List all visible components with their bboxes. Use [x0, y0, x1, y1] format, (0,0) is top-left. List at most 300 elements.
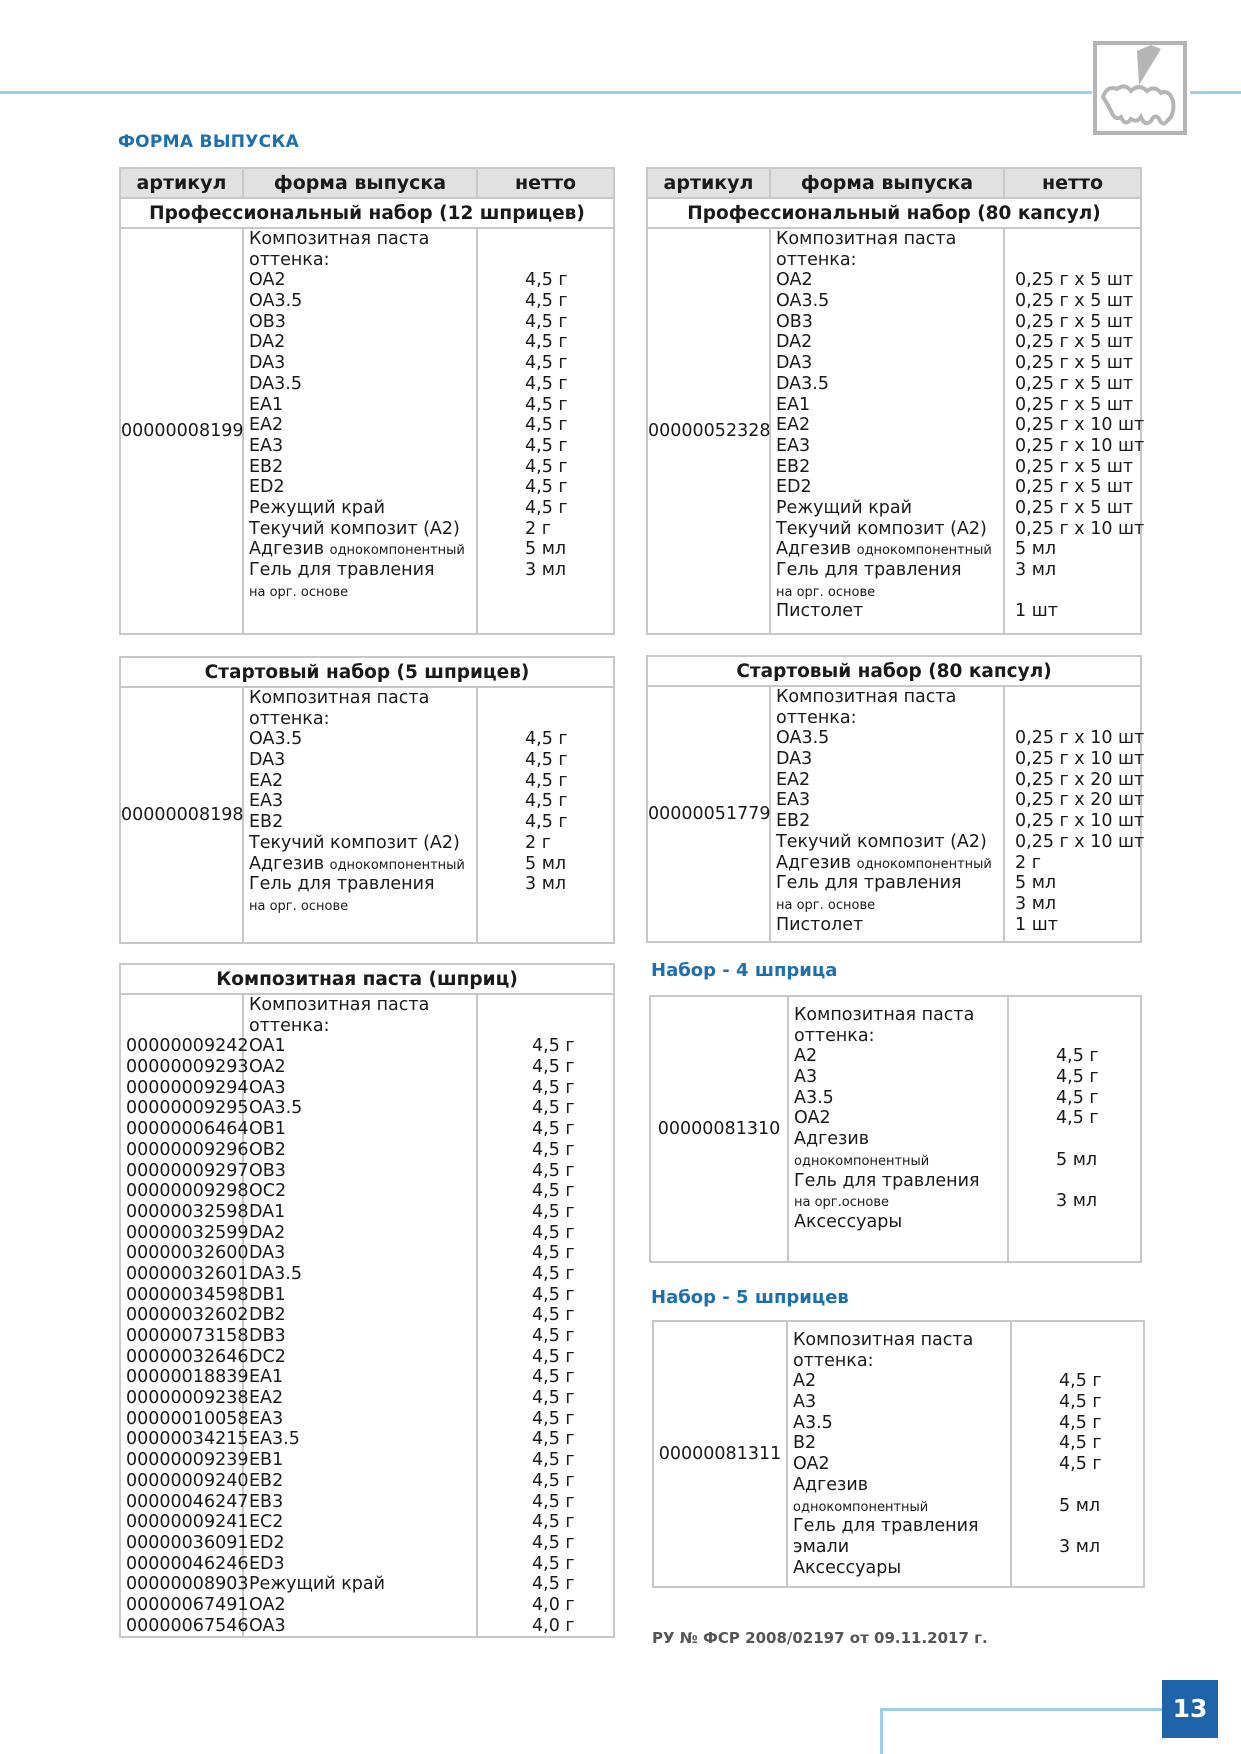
kit5-line-name [788, 1496, 1010, 1517]
pro80-line-net: 0,25 г х 5 шт [1015, 497, 1134, 518]
syringe-net: 4,5 г [532, 1077, 575, 1098]
start5-line-net [478, 895, 613, 916]
start5-line-name [244, 750, 476, 771]
col-net: нетто [477, 168, 614, 198]
syringe-net: 4,5 г [532, 1160, 575, 1181]
pro12-line-net: 4,5 г [525, 477, 568, 498]
pro12-line-net: 4,5 г [525, 456, 568, 477]
pro12-line-text: EA2 [249, 415, 284, 436]
syringe-net: 4,5 г [532, 1491, 575, 1512]
kit5-line-text: Адгезив [793, 1474, 869, 1495]
pro80-line-name [771, 601, 1003, 622]
kit4-line-text: A3 [794, 1067, 818, 1088]
kit4-line-net [1009, 1067, 1140, 1088]
start5-line-text: оттенка: [249, 708, 330, 729]
pro80-line-name [771, 229, 1003, 250]
pro12-line-net [478, 270, 613, 291]
kit5-line-net [1012, 1392, 1143, 1413]
pro80-line-name [771, 291, 1003, 312]
kit5-line-net [1012, 1516, 1143, 1537]
pro80-line-net [1005, 539, 1140, 560]
pro80-line-net: 0,25 г х 10 шт [1015, 435, 1145, 456]
pro12-line-net: 4,5 г [525, 373, 568, 394]
syringe-shade: DA2 [249, 1222, 286, 1243]
kit5-line-text: эмали [793, 1536, 850, 1557]
syringe-article: 00000032646 [126, 1346, 249, 1367]
pro80-line-net: 3 мл [1015, 560, 1057, 580]
start5-line-net [478, 874, 613, 895]
pro80-line-text: EA2 [776, 415, 811, 436]
syringe-net: 4,5 г [532, 1429, 575, 1450]
pro12-line-text: DA3 [249, 353, 286, 374]
start80-line-net [1005, 873, 1140, 894]
pro80-line-net [1005, 270, 1140, 291]
kit5-line-text: A2 [793, 1371, 817, 1392]
kit4-line-net [1009, 1005, 1140, 1026]
pro80-line-text: EA1 [776, 394, 811, 415]
pro80-line-net [1005, 415, 1145, 436]
spacer [121, 1016, 242, 1037]
syringe-shade: EB2 [249, 1470, 284, 1491]
kit5-line-net [1012, 1496, 1143, 1517]
pro12-line-text: OA3.5 [249, 291, 303, 312]
start80-line-net [1005, 853, 1140, 874]
start5-line-net [478, 854, 613, 875]
pro12-line-net [478, 498, 613, 519]
syringe-article: 00000009297 [126, 1160, 249, 1181]
start80-line-name [771, 790, 1003, 811]
pro12-line-net: 4,5 г [525, 497, 568, 518]
syringe-shade: Режущий край [249, 1574, 386, 1595]
syringe-net: 4,5 г [532, 1450, 575, 1471]
pro80-line-text: Гель для травления [776, 560, 962, 580]
kit4-line-name [789, 1129, 1007, 1150]
start80-line-name [771, 749, 1003, 770]
syringe-net: 4,5 г [532, 1553, 575, 1574]
kit5-line-net [1012, 1371, 1143, 1392]
syringe-net: 4,5 г [532, 1512, 575, 1533]
kit4-line-name [789, 1212, 1007, 1233]
pro12-line-text: EA1 [249, 394, 284, 415]
pro12-line-name [244, 436, 476, 457]
pro80-line-name [771, 312, 1003, 333]
syringe-shade: OB3 [249, 1160, 286, 1181]
pro80-line-net: 0,25 г х 10 шт [1015, 518, 1145, 539]
kit5-line-net [1012, 1558, 1143, 1579]
start5-line-name [244, 709, 476, 730]
pro12-line-net [478, 312, 613, 333]
pro12-line-net [478, 519, 613, 540]
pro80-line-text: DA3.5 [776, 373, 829, 394]
pro12-line-net: 5 мл [525, 539, 567, 560]
kit5-line-text: B2 [793, 1433, 817, 1454]
pro80-line-text: DA2 [776, 332, 813, 353]
kit4-line-text: Адгезив [794, 1129, 870, 1150]
syringe-net: 4,5 г [532, 1388, 575, 1409]
start80-line-net: 2 г [1015, 852, 1041, 873]
kit4-net-column [1008, 996, 1141, 1262]
start80-name-column [770, 686, 1004, 942]
pro12-line-net: 4,5 г [525, 270, 568, 291]
start80-table [646, 655, 1145, 943]
pro12-line-net: 4,5 г [525, 394, 568, 415]
pro80-line-net [1005, 291, 1140, 312]
pro80-line-name [771, 353, 1003, 374]
start5-line-net [478, 750, 613, 771]
kit4-line-net [1009, 1129, 1140, 1150]
start5-line-net [478, 709, 613, 730]
kit4-line-net [1009, 1171, 1140, 1192]
start80-line-net: 5 мл [1015, 873, 1057, 894]
pro80-line-name [771, 250, 1003, 271]
syringe-article: 00000009294 [126, 1077, 249, 1098]
syringe-shade: OA2 [249, 1057, 286, 1078]
pro12-article: 00000008199 [120, 228, 243, 634]
syringe-net: 4,5 г [532, 1305, 575, 1326]
pro12-line-text: Адгезив [249, 539, 325, 560]
pro80-line-text: OB3 [776, 311, 813, 332]
pro80-line-name [771, 477, 1003, 498]
syringe-article: 00000009295 [126, 1098, 249, 1119]
kit4-line-name [789, 1191, 1007, 1212]
start5-line-net: 4,5 г [525, 729, 568, 750]
pro80-line-net [1005, 229, 1140, 250]
start5-net-column [477, 687, 614, 943]
syringe-shade: OB2 [249, 1139, 286, 1160]
header-rule-right [1190, 91, 1241, 94]
start5-line-name [244, 874, 476, 895]
start80-article: 00000051779 [647, 686, 770, 942]
pro80-name-column [770, 228, 1004, 634]
kit4-line-name [789, 1046, 1007, 1067]
pro12-line-net [478, 374, 613, 395]
kit4-line-net [1009, 1212, 1140, 1233]
syringe-shade: EA3.5 [249, 1429, 300, 1450]
syringe-shade: ED2 [249, 1532, 285, 1553]
kit5-line-name [788, 1392, 1010, 1413]
kit4-name-column [788, 996, 1008, 1262]
syringe-nets [477, 994, 614, 1637]
pro80-article: 00000052328 [647, 228, 770, 634]
pro12-line-net: 4,5 г [525, 332, 568, 353]
start80-line-net [1005, 687, 1140, 708]
pro80-line-text: EB2 [776, 456, 811, 477]
pro80-net-column [1004, 228, 1145, 634]
syringe-net: 4,5 г [532, 1139, 575, 1160]
syringe-article: 00000009240 [126, 1470, 249, 1491]
pro80-line-text: Адгезив [776, 539, 852, 560]
pro80-line-net [1005, 498, 1140, 519]
pro12-line-name [244, 332, 476, 353]
kit5-line-name [788, 1558, 1010, 1579]
syringe-shade: EA3 [249, 1408, 284, 1429]
start80-line-text: Гель для травления [776, 873, 962, 894]
kit5-line-net [1012, 1537, 1143, 1558]
pro12-line-net [478, 395, 613, 416]
kit4-line-name [789, 1067, 1007, 1088]
syringe-net: 4,5 г [532, 1532, 575, 1553]
start80-line-name [771, 832, 1003, 853]
start80-line-net [1005, 708, 1140, 729]
pro80-line-text: ED2 [776, 477, 812, 498]
pro12-line-net [478, 560, 613, 581]
syringe-net: 4,0 г [532, 1594, 575, 1615]
start80-line-net: 0,25 г х 10 шт [1015, 811, 1145, 832]
pro12-net-column [477, 228, 614, 634]
start80-line-net [1005, 749, 1145, 770]
pro12-line-note: однокомпонентный [329, 543, 465, 559]
pro80-line-name [771, 498, 1003, 519]
page-number: 13 [1162, 1680, 1218, 1738]
spacer [121, 995, 242, 1016]
start80-line-name [771, 687, 1003, 708]
pro80-line-net [1005, 353, 1140, 374]
start5-line-net: 5 мл [525, 853, 567, 874]
pro12-line-name [244, 250, 476, 271]
syringe-shade: DB2 [249, 1305, 286, 1326]
pro80-line-name [771, 436, 1003, 457]
syringe-net: 4,5 г [532, 1036, 575, 1057]
kit5-line-net [1012, 1454, 1143, 1475]
start5-line-note: на орг. основе [249, 898, 349, 914]
pro80-line-net: 0,25 г х 5 шт [1015, 456, 1134, 477]
syringe-article: 00000046247 [126, 1491, 249, 1512]
start80-line-net [1005, 894, 1140, 915]
start80-net-column [1004, 686, 1145, 942]
pro12-line-name [244, 581, 476, 602]
kit5-line-net: 5 мл [1059, 1495, 1101, 1516]
kit4-line-name [789, 1108, 1007, 1129]
pro12-line-name [244, 539, 476, 560]
syringe-article: 00000032600 [126, 1243, 249, 1264]
pro12-line-name [244, 457, 476, 478]
pro12-line-net [478, 436, 613, 457]
start80-line-name [771, 708, 1003, 729]
syringe-net: 4,5 г [532, 1408, 575, 1429]
start5-line-name [244, 771, 476, 792]
syringe-net: 4,5 г [532, 1201, 575, 1222]
start5-name-column [243, 687, 477, 943]
start80-line-text: EA2 [776, 769, 811, 790]
pro80-line-name [771, 539, 1003, 560]
pro12-line-note: на орг. основе [249, 584, 349, 600]
kit4-line-net: 4,5 г [1056, 1108, 1099, 1129]
syringe-shade: EA1 [249, 1367, 284, 1388]
pro80-line-text: DA3 [776, 353, 813, 374]
kit5-line-name [788, 1351, 1010, 1372]
pro80-line-name [771, 560, 1003, 581]
pro12-line-name [244, 312, 476, 333]
start5-line-text: DA3 [249, 750, 286, 771]
pro12-line-net: 4,5 г [525, 353, 568, 374]
start5-line-net [478, 812, 613, 833]
pro80-line-net: 0,25 г х 5 шт [1015, 373, 1134, 394]
kit4-title: Набор - 4 шприца [651, 960, 838, 981]
start5-line-text: Гель для травления [249, 874, 435, 895]
kit4-line-net: 5 мл [1056, 1149, 1098, 1170]
start5-table [119, 656, 615, 944]
pro12-line-name [244, 374, 476, 395]
kit5-line-net: 3 мл [1059, 1536, 1101, 1557]
kit5-name-column [787, 1321, 1011, 1587]
start80-line-text: Текучий композит (А2) [776, 831, 987, 852]
pro12-line-name [244, 229, 476, 250]
syringe-article: 00000032601 [126, 1263, 249, 1284]
syringe-article: 00000032602 [126, 1305, 249, 1326]
kit4-line-net [1009, 1191, 1140, 1212]
col-net: нетто [1004, 168, 1141, 198]
start80-line-net: 0,25 г х 10 шт [1015, 831, 1145, 852]
syringe-article: 00000009296 [126, 1139, 249, 1160]
kit5-line-name [788, 1413, 1010, 1434]
syringe-title: Композитная паста (шприц) [120, 964, 614, 994]
col-form: форма выпуска [770, 168, 1004, 198]
start80-line-net: 0,25 г х 10 шт [1015, 728, 1145, 749]
pro12-line-net [478, 477, 613, 498]
syringe-article: 00000067491 [126, 1594, 249, 1615]
pro12-line-text: Композитная паста [249, 229, 430, 249]
pro12-line-name [244, 291, 476, 312]
kit4-line-net: 4,5 г [1056, 1067, 1099, 1088]
syringe-net: 4,5 г [532, 1057, 575, 1078]
pro12-line-text: DA3.5 [249, 373, 302, 394]
start5-article: 00000008198 [120, 687, 243, 943]
syringe-article: 00000009298 [126, 1181, 249, 1202]
start80-title: Стартовый набор (80 капсул) [647, 656, 1141, 686]
start80-line-net [1005, 728, 1145, 749]
syringe-shade: DB3 [249, 1326, 286, 1346]
start80-line-net: 3 мл [1015, 893, 1057, 914]
pro12-line-text: Режущий край [249, 497, 386, 518]
start80-line-net [1005, 831, 1145, 853]
syringe-article: 00000009293 [126, 1057, 249, 1078]
syringe-table [119, 963, 615, 1638]
start80-line-text: Пистолет [776, 914, 864, 935]
pro80-line-name [771, 581, 1003, 602]
start5-line-net [478, 771, 613, 792]
syringe-shade: DB1 [249, 1284, 286, 1305]
kit5-line-text: Аксессуары [793, 1557, 902, 1578]
syringe-articles [120, 994, 249, 1637]
pro80-line-text: OA2 [776, 270, 813, 291]
kit5-line-name [788, 1537, 1010, 1558]
pro12-line-text: ED2 [249, 477, 285, 498]
pro12-line-net: 4,5 г [525, 435, 568, 456]
start80-line-net: 0,25 г х 10 шт [1015, 749, 1145, 770]
start80-line-text: Композитная паста [776, 687, 957, 707]
pro80-line-net: 0,25 г х 5 шт [1015, 270, 1134, 291]
pro12-line-net [478, 291, 613, 312]
kit5-line-name [788, 1330, 1010, 1351]
start5-line-net [478, 833, 613, 854]
start80-line-name [771, 894, 1003, 915]
start5-line-text: Текучий композит (А2) [249, 832, 460, 853]
kit4-line-net [1009, 1150, 1140, 1171]
pro80-line-text: оттенка: [776, 249, 857, 270]
syringe-article: 00000034598 [126, 1284, 249, 1305]
syringe-shade: DA3.5 [249, 1263, 302, 1284]
tooth-logo-icon [1093, 41, 1187, 135]
syringe-shade: EC2 [249, 1512, 284, 1533]
kit5-line-net: 4,5 г [1059, 1412, 1102, 1433]
syringe-article: 00000009242 [126, 1036, 249, 1057]
kit4-line-text: A2 [794, 1046, 818, 1067]
pro80-line-net [1005, 601, 1140, 622]
syringe-shade: DA1 [249, 1201, 286, 1222]
pro80-line-net [1005, 332, 1140, 353]
start5-line-net: 4,5 г [525, 812, 568, 833]
pro12-line-name [244, 477, 476, 498]
pro12-line-net [478, 539, 613, 560]
start5-line-text: Композитная паста [249, 688, 430, 708]
pro80-line-net: 0,25 г х 5 шт [1015, 311, 1134, 332]
pro12-line-net: 4,5 г [525, 311, 568, 332]
pro80-line-name [771, 374, 1003, 395]
syringe-net: 4,5 г [532, 1098, 575, 1119]
pro12-line-net [478, 457, 613, 478]
kit5-line-net: 4,5 г [1059, 1371, 1102, 1392]
pro12-line-text: OA2 [249, 270, 286, 291]
pro80-title: Профессиональный набор (80 капсул) [647, 198, 1141, 228]
kit4-line-net [1009, 1108, 1140, 1129]
start80-line-net [1005, 790, 1145, 811]
start80-line-name [771, 873, 1003, 894]
start80-line-net: 1 шт [1015, 914, 1058, 935]
syringe-shade: OA3 [249, 1077, 286, 1098]
kit5-line-name [788, 1475, 1010, 1496]
pro80-line-text: OA3.5 [776, 291, 830, 312]
pro80-line-text: Текучий композит (А2) [776, 518, 987, 539]
syringe-net: 4,5 г [532, 1243, 575, 1264]
col-article: артикул [120, 168, 243, 198]
pro80-line-net: 0,25 г х 5 шт [1015, 291, 1134, 312]
pro80-line-net [1005, 395, 1140, 416]
syringe-article: 00000036091 [126, 1532, 249, 1553]
pro80-line-net: 0,25 г х 10 шт [1015, 415, 1145, 436]
pro80-line-net [1005, 312, 1140, 333]
pro12-line-net: 4,5 г [525, 291, 568, 312]
kit4-line-net [1009, 1046, 1140, 1067]
kit4-article: 00000081310 [650, 996, 788, 1262]
syringe-net: 4,5 г [532, 1346, 575, 1367]
start80-line-note: на орг. основе [776, 897, 876, 913]
start80-line-net [1005, 811, 1145, 832]
pro80-line-net [1005, 581, 1140, 602]
start80-line-net [1005, 769, 1145, 791]
syringe-net: 4,5 г [532, 1181, 575, 1202]
start5-line-text: Адгезив [249, 853, 325, 874]
pro12-table [119, 167, 615, 635]
syringe-shade: DA3 [249, 1243, 286, 1264]
kit5-line-net [1012, 1330, 1143, 1351]
start5-line-name [244, 854, 476, 875]
pro12-line-text: Гель для травления [249, 560, 435, 580]
start5-line-net [478, 729, 613, 750]
kit4-line-text: A3.5 [794, 1087, 834, 1108]
pro80-line-text: Пистолет [776, 601, 864, 622]
kit5-line-name [788, 1516, 1010, 1537]
start5-line-note: однокомпонентный [329, 857, 465, 873]
registration-note: РУ № ФСР 2008/02197 от 09.11.2017 г. [652, 1629, 988, 1647]
kit4-line-name [789, 1150, 1007, 1171]
kit5-line-net [1012, 1475, 1143, 1496]
pro80-line-net: 0,25 г х 5 шт [1015, 394, 1134, 415]
kit4-line-text: Композитная паста [794, 1005, 975, 1025]
col-form: форма выпуска [243, 168, 477, 198]
pro12-line-name [244, 560, 476, 581]
syringe-shade: OC2 [249, 1181, 287, 1202]
kit5-article: 00000081311 [653, 1321, 787, 1587]
